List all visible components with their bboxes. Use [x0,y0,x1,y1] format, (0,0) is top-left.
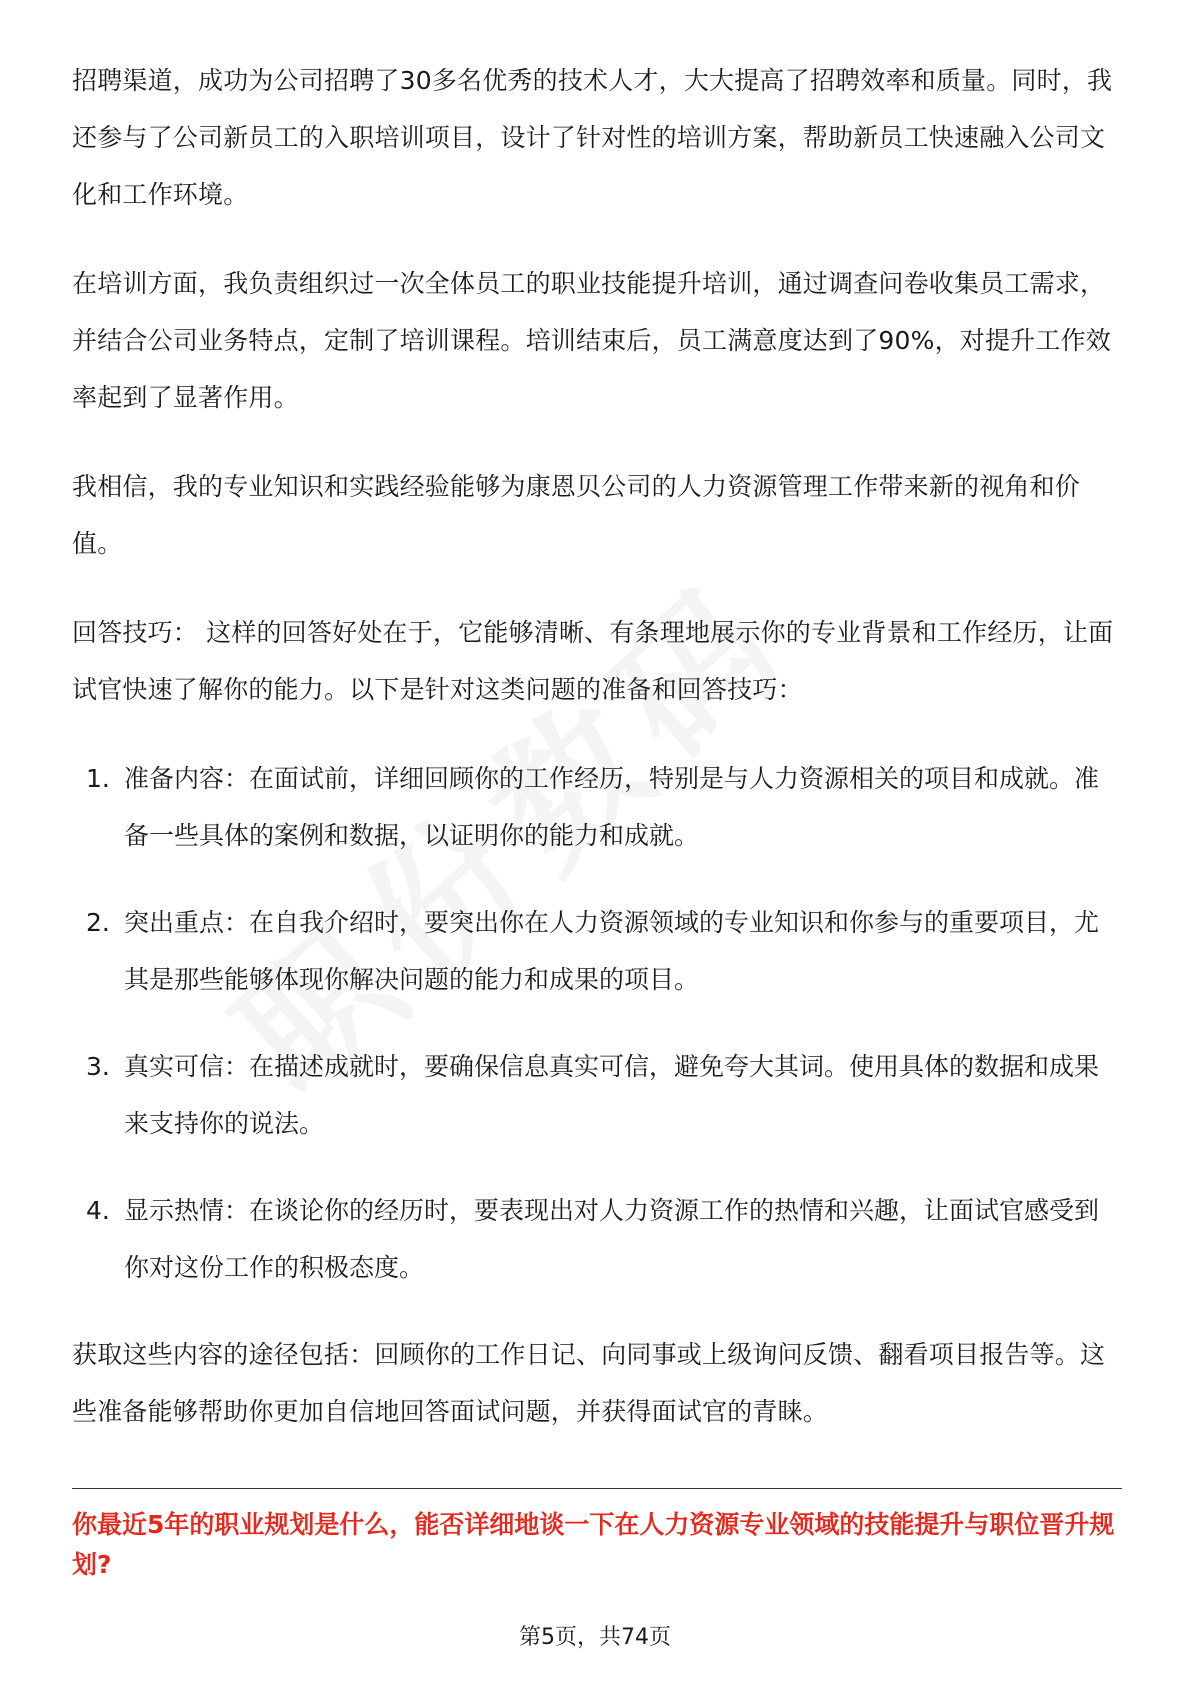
list-item [72,750,1122,864]
page-number: 第5页，共74页 [519,1625,671,1650]
next-question-heading: 你最近5年的职业规划是什么，能否详细地谈一下在人力资源专业领域的技能提升与职位晋升规划? [72,1510,1115,1579]
list-item-text: 显示热情：在谈论你的经历时，要表现出对人力资源工作的热情和兴趣，让面试官感受到你对这份工作的积极态度。 [124,1196,1100,1282]
tips-list [72,750,1122,1296]
list-item-number: 3. [86,1052,110,1081]
list-item-text: 突出重点：在自我介绍时，要突出你在人力资源领域的专业知识和你参与的重要项目，尤其是那些能够体现你解决问题的能力和成果的项目。 [124,908,1100,994]
paragraph-answer-tips: 回答技巧： 这样的回答好处在于，它能够清晰、有条理地展示你的专业背景和工作经历，让面试官快速了解你的能力。以下是针对这类问题的准备和回答技巧： [72,618,1114,704]
list-item-text: 真实可信：在描述成就时，要确保信息真实可信，避免夸大其词。使用具体的数据和成果来支持你的说法。 [124,1052,1100,1138]
list-item-number: 1. [86,764,110,793]
paragraph-training: 在培训方面，我负责组织过一次全体员工的职业技能提升培训，通过调查问卷收集员工需求，并结合公司业务特点，定制了培训课程。培训结束后，员工满意度达到了90%，对提升工作效率起到了显著作用。 [72,269,1111,412]
document-body [72,52,1122,1472]
list-item-text: 准备内容：在面试前，详细回顾你的工作经历，特别是与人力资源相关的项目和成就。准备一些具体的案例和数据，以证明你的能力和成就。 [124,764,1100,850]
list-item-number: 2. [86,908,110,937]
list-item [72,1182,1122,1296]
section-divider [72,1488,1122,1489]
paragraph-recruitment: 招聘渠道，成功为公司招聘了30多名优秀的技术人才，大大提高了招聘效率和质量。同时，我还参与了公司新员工的入职培训项目，设计了针对性的培训方案，帮助新员工快速融入公司文化和工作环境。 [72,66,1113,209]
list-item-number: 4. [86,1196,110,1225]
list-item [72,894,1122,1008]
list-item [72,1038,1122,1152]
paragraph-closing: 获取这些内容的途径包括：回顾你的工作日记、向同事或上级询问反馈、翻看项目报告等。这些准备能够帮助你更加自信地回答面试问题，并获得面试官的青睐。 [72,1340,1106,1426]
paragraph-belief: 我相信，我的专业知识和实践经验能够为康恩贝公司的人力资源管理工作带来新的视角和价值。 [72,472,1081,558]
